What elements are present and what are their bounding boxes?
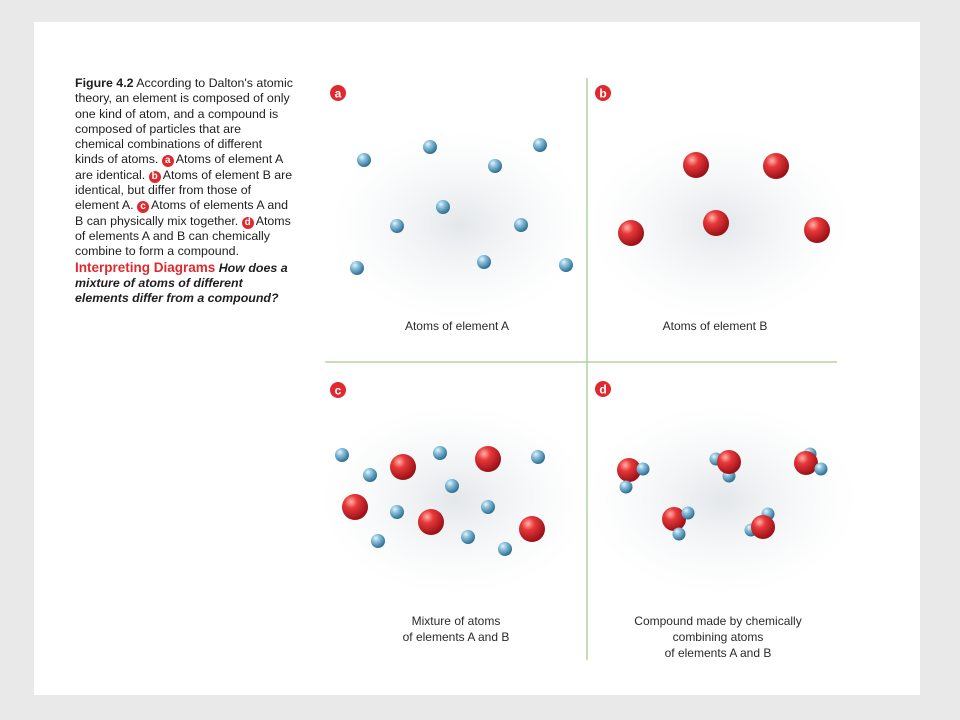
- atom-a: [514, 218, 528, 232]
- atom-b: [683, 152, 709, 178]
- atom-b: [390, 454, 416, 480]
- caption-part-c: Atoms of elements A and B can physically mix together.: [75, 198, 289, 228]
- atom-a: [363, 468, 377, 482]
- panel-a-badge-letter: a: [334, 86, 342, 101]
- atom-b: [703, 210, 729, 236]
- atom-a: [390, 505, 404, 519]
- panel-b-label: Atoms of element B: [662, 319, 768, 333]
- panel-a-badge: [330, 85, 346, 101]
- caption-intro: According to Dalton's atomic theory, an element is composed of only one kind of atom, and a compound is composed of particles that are chemical combinations of different kinds of atoms.: [75, 76, 293, 167]
- panel-c-badge: [330, 382, 346, 398]
- figure-number: Figure 4.2: [75, 76, 134, 90]
- atom-a: [498, 542, 512, 556]
- atom-a: [433, 446, 447, 460]
- caption-badge-b: b: [149, 171, 161, 183]
- atom-a: [390, 219, 404, 233]
- atom-b: [342, 494, 368, 520]
- caption-badge-d: d: [242, 217, 254, 229]
- atom-a: [423, 140, 437, 154]
- atom-b: [519, 516, 545, 542]
- panel-d-label-line-2: combining atoms: [672, 630, 764, 644]
- interpreting-question: How does a mixture of atoms of different elements differ from a compound?: [75, 260, 288, 306]
- atom-a: [488, 159, 502, 173]
- atom-a: [481, 500, 495, 514]
- atom-a: [559, 258, 573, 272]
- atom-b: [618, 220, 644, 246]
- atom-a: [533, 138, 547, 152]
- caption-badge-c: c: [137, 201, 149, 213]
- atom-a: [357, 153, 371, 167]
- atom-a: [436, 200, 450, 214]
- panel-a-label: Atoms of element A: [404, 319, 510, 333]
- panel-d-label-line-3: of elements A and B: [664, 646, 772, 660]
- atom-a: [445, 479, 459, 493]
- atom-a: [335, 448, 349, 462]
- atom-a: [461, 530, 475, 544]
- panel-d-badge-letter: d: [599, 382, 607, 397]
- atom-b: [418, 509, 444, 535]
- interpreting-diagrams-title: Interpreting Diagrams: [75, 259, 216, 275]
- panel-b-badge-letter: b: [599, 86, 607, 101]
- atom-b: [763, 153, 789, 179]
- panel-d-shading: [587, 405, 857, 595]
- caption-part-b: Atoms of element B are identical, but differ from those of element A.: [75, 167, 293, 213]
- atom-a: [477, 255, 491, 269]
- caption-part-a: Atoms of element A are identical.: [75, 152, 283, 182]
- panel-c-badge-letter: c: [334, 383, 342, 398]
- caption-badge-a: a: [162, 155, 174, 167]
- panel-d-badge: [595, 381, 611, 397]
- panel-c-label-line-1: Mixture of atoms: [411, 614, 501, 628]
- atom-b: [804, 217, 830, 243]
- panel-b-badge: [595, 85, 611, 101]
- panel-d-label-line-1: Compound made by chemically: [634, 614, 802, 628]
- atom-a: [371, 534, 385, 548]
- atom-a: [350, 261, 364, 275]
- atom-b: [475, 446, 501, 472]
- atom-a: [531, 450, 545, 464]
- caption-part-d: Atoms of elements A and B can chemically combine to form a compound.: [75, 213, 291, 259]
- panel-c-label-line-2: of elements A and B: [402, 630, 510, 644]
